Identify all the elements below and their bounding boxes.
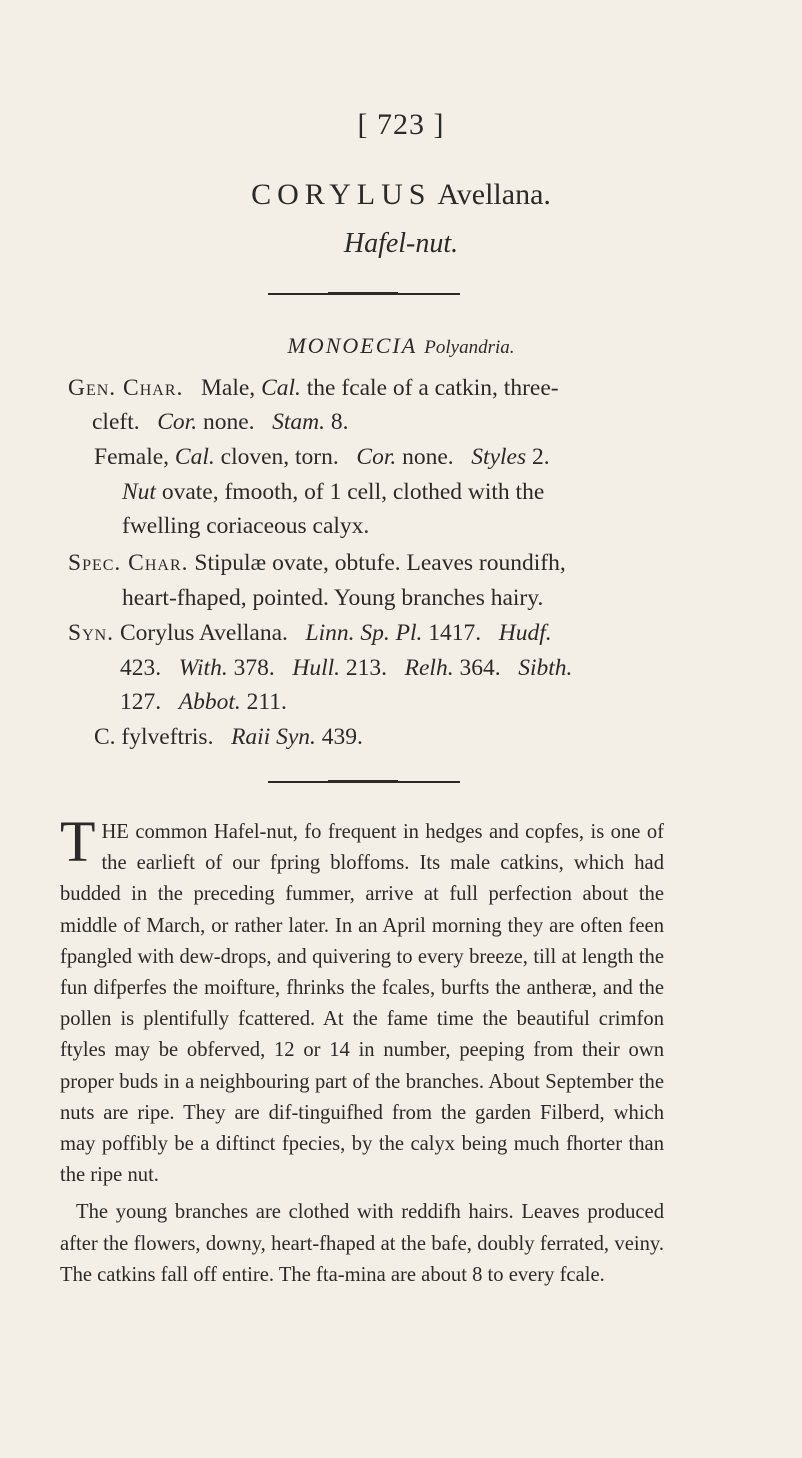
text-span: cleft. <box>92 409 140 435</box>
text-span: 378. <box>233 655 275 681</box>
text-span: the fcale of a catkin, three- <box>306 375 559 401</box>
gen-char-line <box>68 375 559 402</box>
text-span: Cor. <box>356 444 397 470</box>
synonym-line <box>120 689 287 716</box>
description-paragraph: The young branches are clothed with reddifh hairs. Leaves produced after the flowers, downy, heart-fhaped at the bafe, doubly ferrated, veiny. The catkins fall off entire. The fta-mina are about 8 to every fcale. <box>60 1201 664 1286</box>
text-span: 423. <box>120 655 162 681</box>
text-span: Female, <box>94 444 170 470</box>
text-span: 2. <box>532 444 550 470</box>
gen-char-line <box>122 479 544 506</box>
text-span: Styles <box>471 444 527 470</box>
text-span: Raii Syn. <box>231 724 316 750</box>
spec-char-line: heart-fhaped, pointed. Young branches hairy. <box>122 585 544 611</box>
text-span: Stipulæ ovate, obtufe. Leaves roundifh, <box>194 550 566 576</box>
gen-char-line <box>94 444 550 471</box>
text-span: Corylus Avellana. <box>119 620 288 646</box>
spec-char-line <box>68 550 566 577</box>
text-span: Male, <box>201 375 256 401</box>
synonym-line <box>94 724 363 751</box>
gen-char-line <box>92 409 349 436</box>
text-span: cloven, torn. <box>220 444 339 470</box>
text-span: C. fylveftris. <box>94 724 214 750</box>
gen-char-label: Gen. Char. <box>68 375 184 401</box>
synonym-line <box>120 655 572 682</box>
description-text <box>60 809 664 1291</box>
spec-char-label: Spec. Char. <box>68 550 189 576</box>
text-span: Nut <box>122 479 156 505</box>
text-span: Abbot. <box>178 689 241 715</box>
text-span: Relh. <box>404 655 454 681</box>
gen-char-line: fwelling coriaceous calyx. <box>122 513 370 539</box>
text-span: 1417. <box>428 620 482 646</box>
text-span: none. <box>402 444 454 470</box>
text-span: Hull. <box>292 655 340 681</box>
order-name: Polyandria. <box>424 337 515 358</box>
text-span: 8. <box>330 409 349 435</box>
text-span: Cal. <box>261 375 301 401</box>
synonym-label: Syn. <box>68 620 115 646</box>
text-span: 364. <box>459 655 501 681</box>
class-name: MONOECIA <box>287 333 417 358</box>
text-span: 213. <box>345 655 387 681</box>
page-number: [ 723 ] <box>357 108 445 141</box>
text-span: Cal. <box>174 444 215 470</box>
text-span: Cor. <box>157 409 198 435</box>
text-span: With. <box>178 655 228 681</box>
text-span: Stam. <box>272 409 326 435</box>
species-title <box>0 178 802 212</box>
species-epithet: Avellana. <box>437 178 551 211</box>
text-span: Sibth. <box>518 655 573 681</box>
ornamental-rule <box>268 781 460 783</box>
synonym-line <box>68 620 552 647</box>
text-span: Hudf. <box>498 620 552 646</box>
common-name: Hafel-nut. <box>343 228 459 259</box>
paragraph-text: HE common Hafel-nut, fo frequent in hedges and copfes, is one of the earlieft of our fpring bloffoms. Its male catkins, which had budded in the preceding fummer, arrive at full perfection about the middle of March, or rather later. In an April morning they are often feen fpangled with dew-drops, and quivering to every breeze, till at length the fun difperfes the moifture, fhrinks the fcales, burfts the antheræ, and the pollen is plentifully fcattered. At the fame time the beautiful crimfon ftyles may be obferved, 12 or 14 in number, peeping from their own proper buds in a neighbouring part of the branches. About September the nuts are ripe. They are dif-tinguifhed from the garden Filberd, which may poffibly be a diftinct fpecies, by the calyx being much fhorter than the ripe nut. <box>60 821 664 1187</box>
drop-cap: T <box>60 809 96 874</box>
text-span: 211. <box>246 689 287 715</box>
ornamental-rule <box>268 293 460 295</box>
description-paragraph <box>60 809 664 1191</box>
text-span: Linn. Sp. Pl. <box>305 620 423 646</box>
text-span: 127. <box>120 689 162 715</box>
linnaean-classification <box>0 333 802 359</box>
text-span: none. <box>202 409 255 435</box>
text-span: 439. <box>321 724 363 750</box>
genus-name: CORYLUS <box>251 178 432 211</box>
text-span: ovate, fmooth, of 1 cell, clothed with the <box>161 479 545 505</box>
